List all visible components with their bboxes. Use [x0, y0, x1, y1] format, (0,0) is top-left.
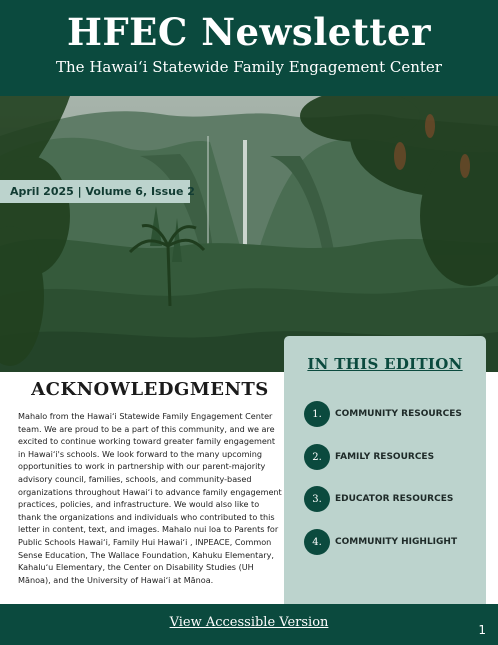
acknowledgments-section	[18, 378, 282, 586]
issue-date-badge: April 2025 | Volume 6, Issue 2	[0, 180, 190, 203]
edition-item-label: COMMUNITY HIGHLIGHT	[335, 537, 458, 547]
edition-item-community-highlight[interactable]	[304, 529, 457, 555]
newsletter-subtitle: The Hawaiʻi Statewide Family Engagement Center	[56, 58, 442, 76]
acknowledgments-body: Mahalo from the Hawaiʻi Statewide Family Engagement Center team. We are proud to be a part of this community, and we are excited to continue working toward greater family engagement in Hawaiʻi's schools. We look forward to the many upcoming opportunities to work in partnership with our parent-majority advisory council, families, schools, and community-based organizations throughout Hawaiʻi to advance family engagement practices, policies, and infrastructure. We would also like to thank the organizations and individuals who contributed to this letter in content, text, and images. Mahalo nui loa to Parents for Public Schools Hawaiʻi, Family Hui Hawaiʻi , INPEACE, Common Sense Education, The Wallace Foundation, Kahuku Elementary, Kahaluʻu Elementary, the Center on Disability Studies (UH Mānoa), and the University of Hawaiʻi at Mānoa.	[18, 411, 282, 585]
acknowledgments-heading: ACKNOWLEDGMENTS	[31, 379, 269, 400]
page-number: 1	[478, 623, 486, 637]
masthead	[0, 0, 498, 96]
edition-item-community-resources[interactable]	[304, 401, 462, 427]
edition-item-number: 2.	[304, 444, 330, 470]
edition-item-educator-resources[interactable]	[304, 486, 453, 512]
edition-item-number: 3.	[304, 486, 330, 512]
edition-item-label: EDUCATOR RESOURCES	[335, 494, 454, 504]
valley-waterfall-illustration	[0, 96, 498, 372]
edition-item-label: FAMILY RESOURCES	[335, 452, 435, 462]
edition-item-label: COMMUNITY RESOURCES	[335, 409, 462, 419]
edition-item-number: 1.	[304, 401, 330, 427]
edition-item-number: 4.	[304, 529, 330, 555]
footer-bar	[0, 604, 498, 645]
in-this-edition-heading: IN THIS EDITION	[307, 355, 463, 373]
newsletter-title: HFEC Newsletter	[66, 10, 432, 54]
view-accessible-version-link[interactable]: View Accessible Version	[169, 615, 329, 630]
in-this-edition-panel	[284, 336, 486, 604]
hero-landscape-image	[0, 96, 498, 372]
edition-item-family-resources[interactable]	[304, 444, 434, 470]
